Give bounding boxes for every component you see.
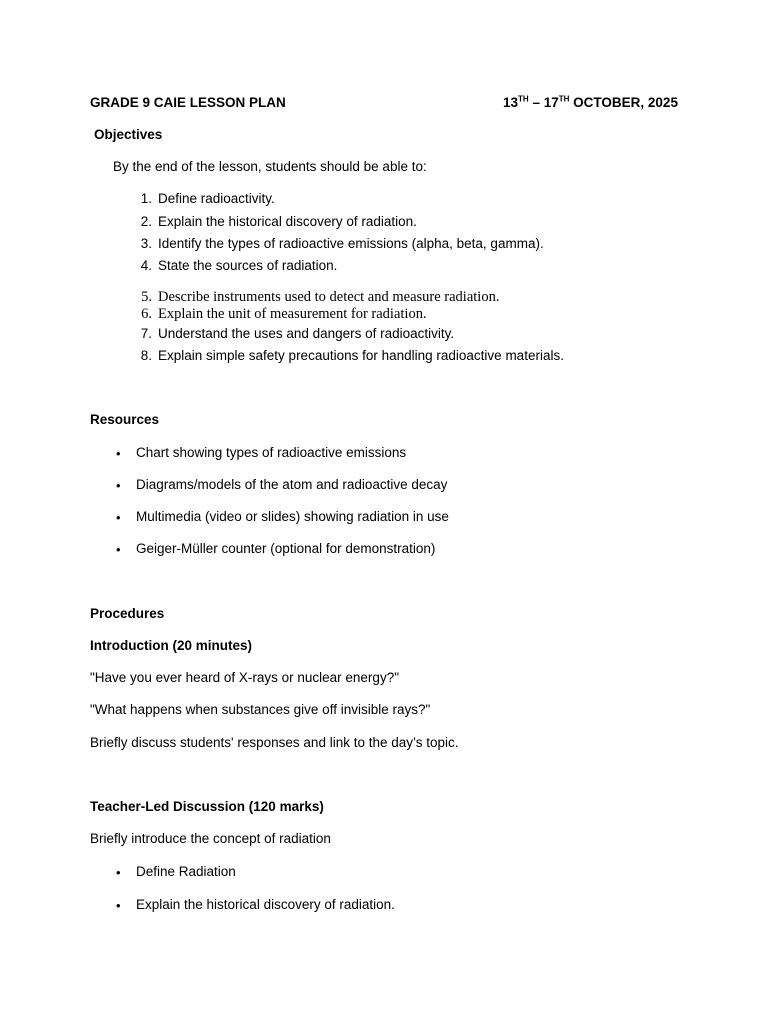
resources-heading: Resources bbox=[90, 412, 160, 427]
intro-discussion-note: Briefly discuss students' responses and link to the day’s topic. bbox=[90, 735, 459, 750]
bullet-icon: • bbox=[116, 542, 121, 557]
resource-item: Multimedia (video or slides) showing radiation in use bbox=[136, 509, 449, 524]
objective-item: 8. Explain simple safety precautions for handling radioactive materials. bbox=[140, 348, 564, 363]
bullet-icon: • bbox=[116, 510, 121, 525]
objective-item: 4. State the sources of radiation. bbox=[140, 258, 338, 273]
objectives-intro: By the end of the lesson, students should be able to: bbox=[113, 159, 427, 174]
bullet-icon: • bbox=[116, 446, 121, 461]
teacher-led-item: Explain the historical discovery of radiation. bbox=[136, 897, 395, 912]
resource-item: Diagrams/models of the atom and radioactive decay bbox=[136, 477, 448, 492]
introduction-heading: Introduction (20 minutes) bbox=[90, 638, 252, 653]
bullet-icon: • bbox=[116, 865, 121, 880]
bullet-icon: • bbox=[116, 478, 121, 493]
intro-question: "What happens when substances give off invisible rays?" bbox=[90, 702, 431, 717]
resource-item: Geiger-Müller counter (optional for demonstration) bbox=[136, 541, 436, 556]
objective-item: 1. Define radioactivity. bbox=[140, 191, 275, 206]
objective-item: 3. Identify the types of radioactive emissions (alpha, beta, gamma). bbox=[140, 236, 544, 251]
objective-item: 2. Explain the historical discovery of radiation. bbox=[140, 214, 417, 229]
intro-question: "Have you ever heard of X-rays or nuclear energy?" bbox=[90, 670, 399, 685]
objective-item: 6. Explain the unit of measurement for radiation. bbox=[141, 306, 427, 322]
document-title: GRADE 9 CAIE LESSON PLAN bbox=[90, 95, 286, 110]
objective-item: 5. Describe instruments used to detect and measure radiation. bbox=[141, 289, 500, 305]
document-date: 13TH – 17TH OCTOBER, 2025 bbox=[503, 94, 678, 110]
resource-item: Chart showing types of radioactive emissions bbox=[136, 445, 407, 460]
objectives-heading: Objectives bbox=[94, 127, 163, 142]
bullet-icon: • bbox=[116, 898, 121, 913]
procedures-heading: Procedures bbox=[90, 606, 165, 621]
teacher-led-item: Define Radiation bbox=[136, 864, 236, 879]
teacher-led-intro: Briefly introduce the concept of radiation bbox=[90, 831, 331, 846]
objective-item: 7. Understand the uses and dangers of radioactivity. bbox=[140, 326, 455, 341]
teacher-led-heading: Teacher-Led Discussion (120 marks) bbox=[90, 799, 324, 814]
